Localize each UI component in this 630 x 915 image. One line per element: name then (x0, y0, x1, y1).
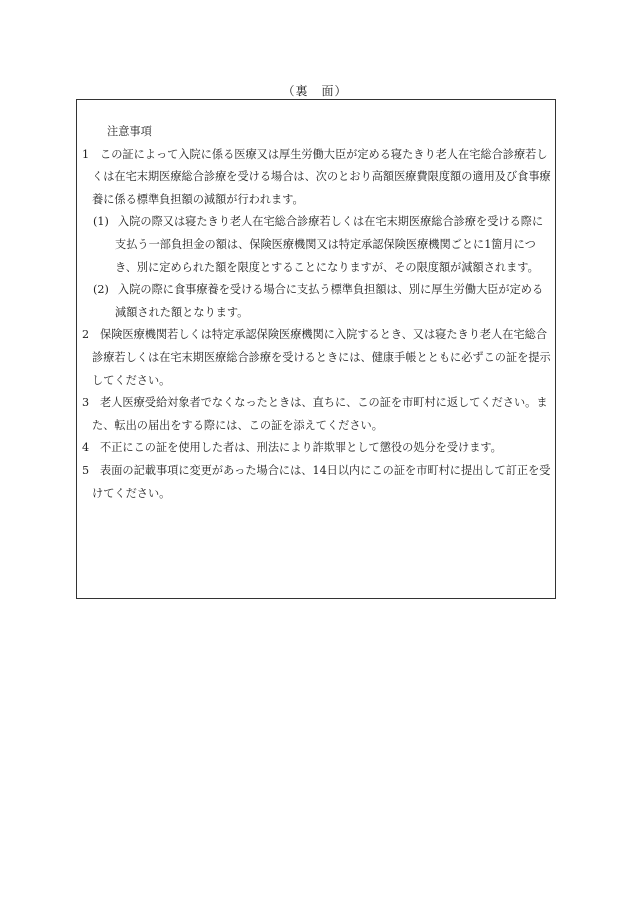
item-text: 不正にこの証を使用した者は、刑法により詐欺罪として懲役の処分を受けます。 (100, 441, 502, 455)
notice-box (76, 99, 556, 599)
notice-item-2 (82, 324, 552, 392)
item-number: 3 (82, 396, 90, 410)
notice-content (82, 121, 552, 505)
notice-item-1 (82, 144, 552, 212)
item-text: この証によって入院に係る医療又は厚生労働大臣が定める寝たきり老人在宅総合診療若しくは在宅末期医療総合診療を受ける場合は、次のとおり高額医療費限度額の適用及び食事療養に係る標準負担額の減額が行われます。 (92, 147, 551, 206)
page-title: （裏 面） (282, 84, 348, 98)
notice-heading: 注意事項 (107, 125, 152, 138)
notice-subitem-2 (82, 279, 552, 324)
item-number: 1 (82, 147, 90, 161)
notice-item-3 (82, 392, 552, 437)
item-text: 保険医療機関若しくは特定承認保険医療機関に入院するとき、又は寝たきり老人在宅総合診療若しくは在宅末期医療総合診療を受けるときには、健康手帳とともに必ずこの証を提示してください。 (92, 328, 551, 387)
item-number: 4 (82, 441, 90, 455)
notice-subitem-1 (82, 211, 552, 279)
notice-item-4 (82, 437, 552, 460)
subitem-number: (1) (93, 215, 109, 229)
subitem-text: 入院の際に食事療養を受ける場合に支払う標準負担額は、別に厚生労働大臣が定める減額された額となります。 (115, 283, 544, 319)
item-text: 老人医療受給対象者でなくなったときは、直ちに、この証を市町村に返してください。また、転出の届出をする際には、この証を添えてください。 (92, 396, 548, 432)
item-number: 5 (82, 463, 90, 477)
item-text: 表面の記載事項に変更があった場合には、14日以内にこの証を市町村に提出して訂正を受けてください。 (92, 463, 551, 500)
subitem-text: 入院の際又は寝たきり老人在宅総合診療若しくは在宅末期医療総合診療を受ける際に支払う一部負担金の額は、保険医療機関又は特定承認保険医療機関ごとに1箇月につき、別に定められた額を限度とすることになりますが、その限度額が減額されます。 (115, 215, 544, 274)
item-number: 2 (82, 328, 90, 342)
notice-item-5 (82, 460, 552, 505)
subitem-number: (2) (93, 283, 109, 297)
